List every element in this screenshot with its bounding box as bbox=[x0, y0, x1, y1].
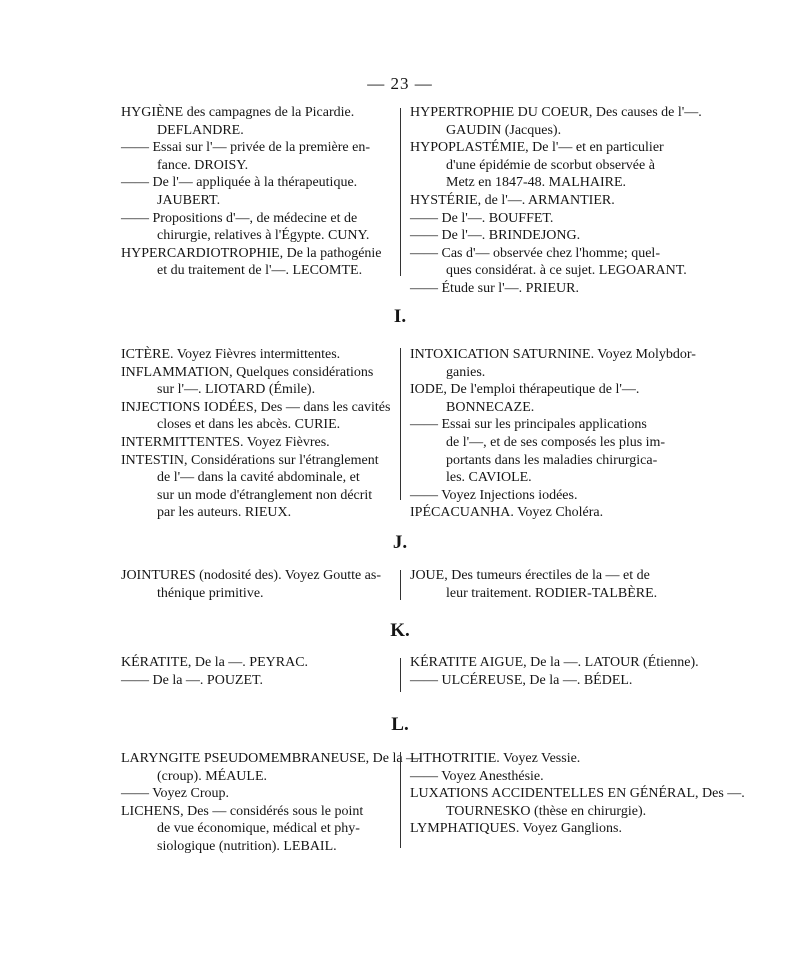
index-entry-line: chirurgie, relatives à l'Égypte. CUNY. bbox=[157, 228, 370, 244]
index-entry-line: sur l'—. LIOTARD (Émile). bbox=[157, 382, 316, 398]
index-entry bbox=[410, 504, 682, 522]
index-entry bbox=[410, 192, 682, 210]
column-divider bbox=[400, 348, 401, 500]
index-entry bbox=[121, 785, 397, 803]
index-entry bbox=[121, 452, 397, 522]
index-entry bbox=[410, 346, 696, 381]
index-entry bbox=[410, 820, 682, 838]
index-entry-line: JOUE, Des tumeurs érectiles de la — et de bbox=[410, 568, 650, 583]
index-entry-line: HYPERCARDIOTROPHIE, De la pathogénie bbox=[121, 245, 382, 261]
section-l-right bbox=[410, 750, 745, 838]
index-entry-line: —— De l'—. BRINDEJONG. bbox=[410, 228, 581, 244]
section-h-right bbox=[410, 104, 702, 298]
index-entry bbox=[410, 139, 682, 192]
index-entry-line: de l'—, et de ses composés les plus im- bbox=[446, 434, 666, 450]
index-entry-line: KÉRATITE, De la —. PEYRAC. bbox=[121, 655, 309, 670]
index-entry bbox=[410, 245, 687, 280]
index-entry-line: INJECTIONS IODÉES, Des — dans les cavités bbox=[121, 399, 391, 415]
index-entry bbox=[121, 567, 397, 602]
index-entry-line: —— Propositions d'—, de médecine et de bbox=[121, 210, 358, 226]
page-number: — 23 — bbox=[367, 74, 433, 93]
index-entry-line: IODE, De l'emploi thérapeutique de l'—. bbox=[410, 382, 640, 398]
index-entry-line: thénique primitive. bbox=[157, 585, 264, 601]
index-entry-line: —— De l'— appliquée à la thérapeutique. bbox=[121, 175, 358, 191]
index-entry bbox=[410, 280, 682, 298]
index-entry-line: —— Cas d'— observée chez l'homme; quel- bbox=[410, 245, 660, 261]
index-entry-line: (croup). MÉAULE. bbox=[157, 768, 268, 784]
section-l-left bbox=[121, 750, 421, 856]
letter-heading-k: K. bbox=[390, 620, 410, 641]
index-entry-line: —— Essai sur les principales applications bbox=[410, 417, 647, 433]
index-entry-line: INFLAMMATION, Quelques considérations bbox=[121, 364, 374, 380]
index-entry bbox=[121, 139, 397, 174]
section-i-left bbox=[121, 346, 397, 522]
index-entry-line: LICHENS, Des — considérés sous le point bbox=[121, 803, 364, 819]
index-entry-line: closes et dans les abcès. CURIE. bbox=[157, 417, 341, 433]
index-entry bbox=[121, 104, 397, 139]
index-entry-line: KÉRATITE AIGUE, De la —. LATOUR (Étienne). bbox=[410, 655, 699, 670]
index-entry-line: HYSTÉRIE, de l'—. ARMANTIER. bbox=[410, 192, 615, 208]
index-entry bbox=[410, 416, 682, 486]
index-entry bbox=[410, 104, 702, 139]
letter-heading-j: J. bbox=[392, 532, 408, 553]
letter-heading-l: L. bbox=[391, 714, 409, 735]
index-entry-line: —— De la —. POUZET. bbox=[121, 672, 264, 688]
index-entry-line: —— Voyez Croup. bbox=[121, 786, 229, 802]
index-entry-line: GAUDIN (Jacques). bbox=[446, 122, 562, 138]
index-entry-line: LUXATIONS ACCIDENTELLES EN GÉNÉRAL, Des —. bbox=[410, 786, 745, 802]
index-entry bbox=[410, 750, 682, 768]
index-entry-line: HYGIÈNE des campagnes de la Picardie. bbox=[121, 105, 355, 120]
index-entry bbox=[121, 750, 421, 785]
index-entry-line: LYMPHATIQUES. Voyez Ganglions. bbox=[410, 821, 622, 837]
section-j-right bbox=[410, 567, 682, 602]
index-entry-line: les. CAVIOLE. bbox=[446, 470, 532, 486]
index-entry-line: HYPOPLASTÉMIE, De l'— et en particulier bbox=[410, 140, 664, 156]
index-entry-line: ICTÈRE. Voyez Fièvres intermittentes. bbox=[121, 347, 341, 362]
index-entry bbox=[121, 654, 397, 672]
column-divider bbox=[400, 570, 401, 600]
index-entry-line: JOINTURES (nodosité des). Voyez Goutte as- bbox=[121, 568, 382, 583]
index-entry bbox=[410, 381, 682, 416]
index-entry-line: ques considérat. à ce sujet. LEGOARANT. bbox=[446, 263, 687, 279]
section-k-right bbox=[410, 654, 699, 689]
index-entry bbox=[410, 785, 745, 820]
index-entry-line: de vue économique, médical et phy- bbox=[157, 821, 360, 837]
index-entry bbox=[410, 487, 682, 505]
section-h-left bbox=[121, 104, 397, 280]
index-entry bbox=[121, 346, 397, 364]
index-entry-line: sur un mode d'étranglement non décrit bbox=[157, 487, 373, 503]
index-entry bbox=[121, 434, 397, 452]
index-entry-line: siologique (nutrition). LEBAIL. bbox=[157, 838, 337, 854]
index-entry-line: JAUBERT. bbox=[157, 192, 221, 208]
index-entry bbox=[410, 210, 682, 228]
index-entry-line: LITHOTRITIE. Voyez Vessie. bbox=[410, 751, 581, 766]
index-entry bbox=[410, 227, 682, 245]
index-entry bbox=[121, 399, 397, 434]
index-entry-line: et du traitement de l'—. LECOMTE. bbox=[157, 263, 363, 279]
index-entry bbox=[410, 654, 699, 672]
index-entry-line: ganies. bbox=[446, 364, 486, 380]
index-entry-line: —— De l'—. BOUFFET. bbox=[410, 210, 554, 226]
index-entry-line: DEFLANDRE. bbox=[157, 122, 244, 138]
index-entry-line: portants dans les maladies chirurgica- bbox=[446, 452, 658, 468]
index-entry-line: LARYNGITE PSEUDOMEMBRANEUSE, De la — bbox=[121, 751, 421, 766]
index-entry bbox=[410, 567, 682, 602]
section-j-left bbox=[121, 567, 397, 602]
section-i-right bbox=[410, 346, 696, 522]
index-entry-line: TOURNESKO (thèse en chirurgie). bbox=[446, 803, 647, 819]
index-entry-line: INTOXICATION SATURNINE. Voyez Molybdor- bbox=[410, 347, 696, 362]
section-k-left bbox=[121, 654, 397, 689]
index-entry-line: fance. DROISY. bbox=[157, 157, 249, 173]
index-entry-line: —— Étude sur l'—. PRIEUR. bbox=[410, 280, 579, 296]
index-entry-line: Metz en 1847-48. MALHAIRE. bbox=[446, 175, 627, 191]
index-entry-line: —— Voyez Injections iodées. bbox=[410, 487, 578, 503]
index-entry bbox=[410, 672, 682, 690]
column-divider bbox=[400, 108, 401, 276]
index-entry-line: —— ULCÉREUSE, De la —. BÉDEL. bbox=[410, 672, 633, 688]
index-entry bbox=[121, 672, 397, 690]
index-entry-line: BONNECAZE. bbox=[446, 399, 535, 415]
index-entry-line: par les auteurs. RIEUX. bbox=[157, 505, 292, 521]
index-entry bbox=[121, 803, 397, 856]
index-entry bbox=[121, 245, 397, 280]
index-entry-line: d'une épidémie de scorbut observée à bbox=[446, 157, 655, 173]
index-entry bbox=[410, 768, 682, 786]
index-entry-line: —— Voyez Anesthésie. bbox=[410, 768, 544, 784]
letter-heading-i: I. bbox=[393, 306, 407, 327]
index-entry bbox=[121, 364, 397, 399]
index-entry-line: INTESTIN, Considérations sur l'étranglement bbox=[121, 452, 379, 468]
column-divider bbox=[400, 658, 401, 692]
index-entry bbox=[121, 174, 397, 209]
index-entry-line: leur traitement. RODIER-TALBÈRE. bbox=[446, 585, 658, 601]
index-entry-line: IPÉCACUANHA. Voyez Choléra. bbox=[410, 505, 604, 521]
index-entry-line: INTERMITTENTES. Voyez Fièvres. bbox=[121, 434, 330, 450]
index-entry bbox=[121, 210, 397, 245]
index-entry-line: —— Essai sur l'— privée de la première en- bbox=[121, 140, 370, 156]
column-divider bbox=[400, 752, 401, 848]
index-entry-line: HYPERTROPHIE DU COEUR, Des causes de l'—. bbox=[410, 105, 702, 120]
index-entry-line: de l'— dans la cavité abdominale, et bbox=[157, 470, 360, 486]
